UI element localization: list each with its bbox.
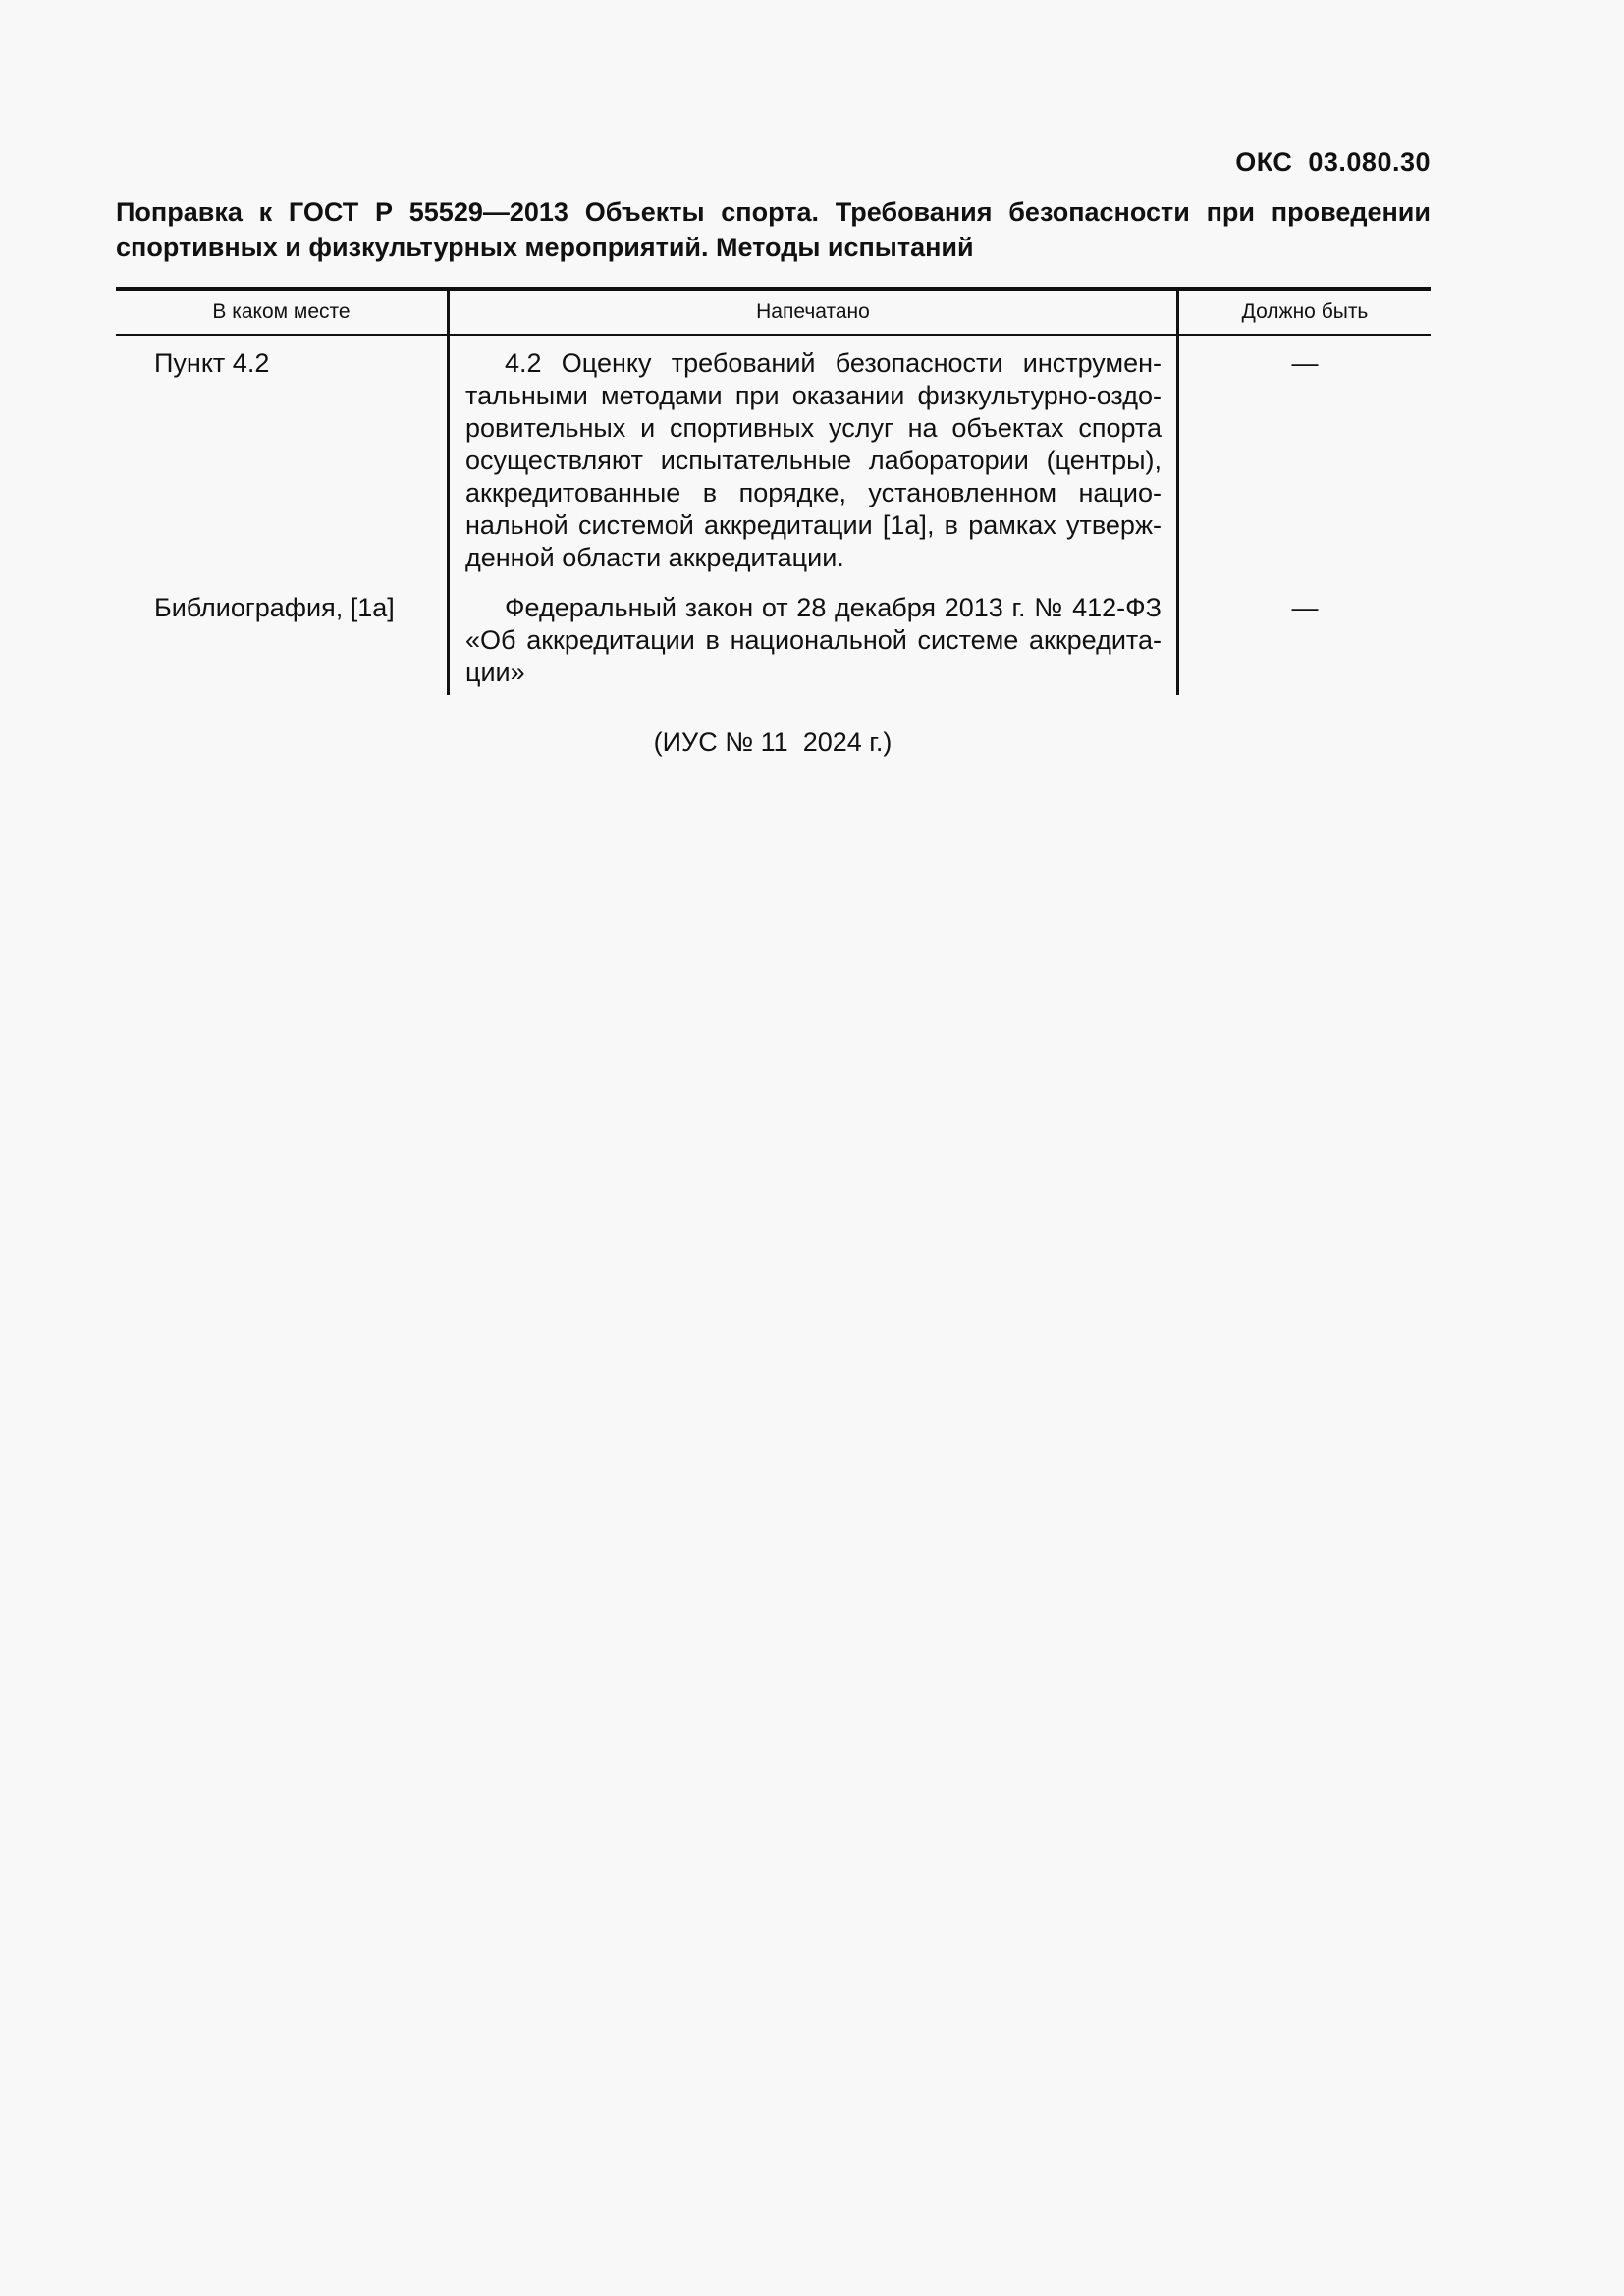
- cell-location: Библиография, [1а]: [154, 593, 395, 622]
- cell-printed: Федеральный закон от 28 декабря 2013 г. № 412-ФЗ «Об аккредитации в национальной системе аккредитации»: [449, 574, 1178, 695]
- classification-code: ОКС 03.080.30: [1235, 147, 1431, 177]
- table-body: [116, 335, 1431, 695]
- cell-should-be: —: [1291, 593, 1319, 622]
- column-header-location: В каком месте: [116, 289, 449, 335]
- column-header-printed: Напечатано: [449, 289, 1178, 335]
- header-row: [116, 289, 1431, 335]
- amendment-table: [116, 287, 1431, 695]
- publication-source: (ИУС № 11 2024 г.): [653, 727, 893, 757]
- column-header-should-be: Должно быть: [1178, 289, 1432, 335]
- cell-location: Пункт 4.2: [154, 348, 270, 378]
- document-title: Поправка к ГОСТ Р 55529—2013 Объекты спорта. Требования безопасности при проведении спортивных и физкультурных мероприятий. Методы испытаний: [116, 197, 1431, 262]
- table-row: [116, 335, 1431, 574]
- table-header: [116, 289, 1431, 335]
- table-row: [116, 574, 1431, 695]
- cell-printed: 4.2 Оценку требований безопасности инструментальными методами при оказании физкультурно-оздоровительных и спортивных услуг на объектах спорта осуществляют испытательные лаборатории (центры), аккредитованные в порядке, установленном национальной системой аккредитации [1а], в рамках утвержденной области аккредитации.: [449, 335, 1178, 574]
- cell-should-be: —: [1291, 348, 1319, 378]
